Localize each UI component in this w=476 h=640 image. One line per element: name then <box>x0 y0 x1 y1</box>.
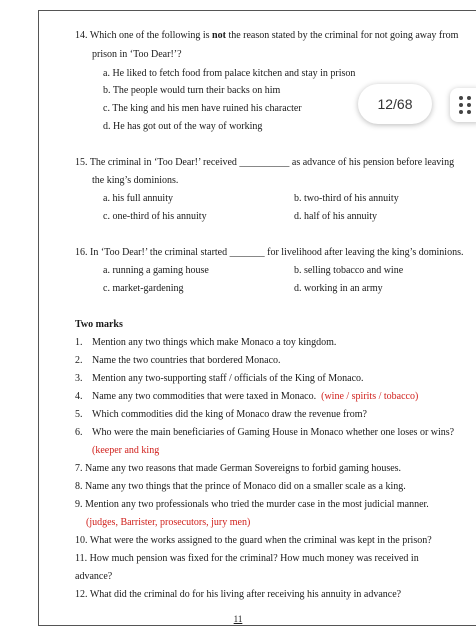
two-marks-item-4-answer: (wine / spirits / tobacco) <box>321 391 419 402</box>
two-marks-item-1-text: Mention any two things which make Monaco a toy kingdom. <box>92 337 337 348</box>
two-marks-item-1-number: 1. <box>75 337 83 348</box>
question-15-line2: the king’s dominions. <box>92 175 179 186</box>
question-16-option-b: b. selling tobacco and wine <box>294 265 404 276</box>
question-14-option-d: d. He has got out of the way of working <box>103 121 263 132</box>
two-marks-item-3-number: 3. <box>75 373 83 384</box>
two-marks-item-11: 11. How much pension was fixed for the criminal? How much money was received in <box>75 553 419 564</box>
two-marks-item-9-answer: (judges, Barrister, prosecutors, jury men) <box>86 517 251 528</box>
two-marks-item-2-number: 2. <box>75 355 83 366</box>
question-16-line1: 16. In ‘Too Dear!’ the criminal started _______ for livelihood after leaving the king’s dominions. <box>75 247 464 258</box>
section-heading-two-marks: Two marks <box>75 319 123 330</box>
two-marks-item-5-number: 5. <box>75 409 83 420</box>
question-14-option-b: b. The people would turn their backs on him <box>103 85 281 96</box>
page-number: 11 <box>233 614 243 624</box>
two-marks-item-3-text: Mention any two-supporting staff / officials of the King of Monaco. <box>92 373 364 384</box>
two-marks-item-6-number: 6. <box>75 427 83 438</box>
question-14-option-c: c. The king and his men have ruined his character <box>103 103 302 114</box>
question-15-option-c: c. one-third of his annuity <box>103 211 207 222</box>
question-14-emphasis: not <box>212 30 226 41</box>
two-marks-item-12: 12. What did the criminal do for his living after receiving his annuity in advance? <box>75 589 402 600</box>
two-marks-item-9: 9. Mention any two professionals who tried the murder case in the most judicial manner. <box>75 499 429 510</box>
two-marks-item-10: 10. What were the works assigned to the guard when the criminal was kept in the prison? <box>75 535 432 546</box>
two-marks-item-7: 7. Name any two reasons that made German Sovereigns to forbid gaming houses. <box>75 463 402 474</box>
two-marks-item-6-answer: (keeper and king <box>92 445 160 456</box>
question-16-option-a: a. running a gaming house <box>103 265 209 276</box>
two-marks-item-8: 8. Name any two things that the prince of Monaco did on a smaller scale as a king. <box>75 481 406 492</box>
question-16-option-d: d. working in an army <box>294 283 383 294</box>
question-15-line1: 15. The criminal in ‘Too Dear!’ received __________ as advance of his pension before leaving <box>75 157 455 168</box>
question-16-option-c: c. market-gardening <box>103 283 184 294</box>
two-marks-item-4-text: Name any two commodities that were taxed in Monaco. (wine / spirits / tobacco) <box>92 391 419 402</box>
two-marks-item-4-number: 4. <box>75 391 83 402</box>
question-15-option-b: b. two-third of his annuity <box>294 193 399 204</box>
grid-view-button[interactable] <box>450 88 476 122</box>
question-14-line1: 14. Which one of the following is not the reason stated by the criminal for not going away from <box>75 30 459 41</box>
two-marks-item-2-text: Name the two countries that bordered Monaco. <box>92 355 281 366</box>
question-15-option-d: d. half of his annuity <box>294 211 378 222</box>
question-14-option-a: a. He liked to fetch food from palace kitchen and stay in prison <box>103 68 356 79</box>
two-marks-item-6-text: Who were the main beneficiaries of Gaming House in Monaco whether one loses or wins? <box>92 427 455 438</box>
two-marks-item-11-continued: advance? <box>75 571 113 582</box>
question-15-option-a: a. his full annuity <box>103 193 173 204</box>
two-marks-item-5-text: Which commodities did the king of Monaco draw the revenue from? <box>92 409 367 420</box>
page-counter[interactable]: 12/68 <box>358 84 432 124</box>
question-14-line2: prison in ‘Too Dear!’? <box>92 49 182 60</box>
